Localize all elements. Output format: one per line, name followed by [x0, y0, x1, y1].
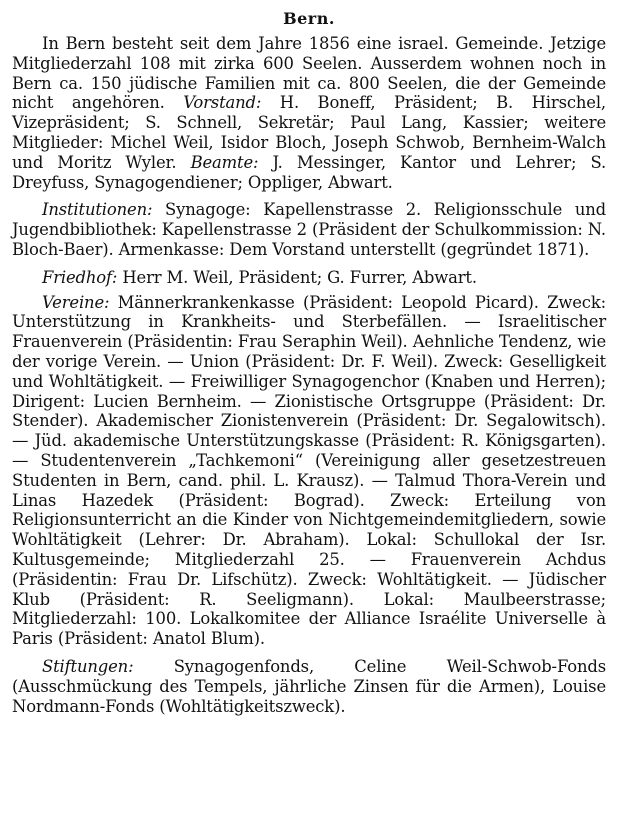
- institutionen-heading: Institutionen:: [42, 200, 153, 220]
- paragraph-vereine: [12, 293, 606, 649]
- vereine-heading: Vereine:: [42, 292, 110, 312]
- vorstand-text: H. Boneff, Präsident; B. Hirschel, Vizepräsident; S. Schnell, Sekretär; Paul Lang, Kassier; weitere Mitglieder: Michel Weil, Isidor Bloch, Joseph Schwob, Bernheim-Walch und Moritz Wyler.: [12, 93, 606, 172]
- paragraph-intro: [12, 34, 606, 192]
- vereine-text: Männerkrankenkasse (Präsident: Leopold Picard). Zweck: Unterstützung in Krankheits- und Sterbefällen. — Israelitischer Frauenverein (Präsidentin: Frau Seraphin Weil). Aehnliche Tendenz, wie der vorige Verein. — Union (Präsident: Dr. F. Weil). Zweck: Geselligkeit und Wohltätigkeit. — Freiwilliger Synagogenchor (Knaben und Herren); Dirigent: Lucien Bernheim. — Zionistische Ortsgruppe (Präsident: Dr. Stender). Akademischer Zionistenverein (Präsident: Dr. Segalowitsch). — Jüd. akademische Unterstützungskasse (Präsident: R. Königsgarten). — Studentenverein „Tachkemoni“ (Vereinigung aller gesetzestreuen Studenten in Bern, cand. phil. L. Krausz). — Talmud Thora-Verein und Linas Hazedek (Präsident: Bograd). Zweck: Erteilung von Religionsunterricht an die Kinder von Nichtgemeindemitgliedern, sowie Wohltätigkeit (Lehrer: Dr. Abraham). Lokal: Schullokal der Isr. Kultusgemeinde; Mitgliederzahl 25. — Frauenverein Achdus (Präsidentin: Frau Dr. Lifschütz). Zweck: Wohltätigkeit. — Jüdischer Klub (Präsident: R. Seeligmann). Lokal: Maulbeerstrasse; Mitgliederzahl: 100. Lokalkomitee der Alliance Israélite Universelle à Paris (Präsident: Anatol Blum).: [12, 292, 606, 649]
- paragraph-friedhof: [12, 268, 606, 288]
- intro-text: In Bern besteht seit dem Jahre 1856 eine israel. Gemeinde. Jetzige Mitgliederzahl 108 mit zirka 600 Seelen. Ausserdem wohnen noch in Bern ca. 150 jüdische Familien mit ca. 800 Seelen, die der Gemeinde nicht angehören.: [12, 34, 606, 113]
- beamte-text: J. Messinger, Kantor und Lehrer; S. Dreyfuss, Synagogendiener; Oppliger, Abwart.: [12, 152, 607, 192]
- beamte-heading: Beamte:: [190, 152, 259, 172]
- friedhof-text: Herr M. Weil, Präsident; G. Furrer, Abwart.: [117, 267, 477, 287]
- document-page: [12, 8, 606, 721]
- institutionen-text: Synagoge: Kapellenstrasse 2. Religionsschule und Jugendbibliothek: Kapellenstrasse 2 (Präsident der Schulkommission: N. Bloch-Baer). Armenkasse: Dem Vorstand unterstellt (gegründet 1871).: [12, 200, 606, 259]
- friedhof-heading: Friedhof:: [42, 267, 118, 287]
- paragraph-institutionen: [12, 200, 606, 259]
- page-title: Bern.: [283, 9, 335, 28]
- vorstand-heading: Vorstand:: [183, 93, 262, 113]
- stiftungen-heading: Stiftungen:: [42, 656, 134, 676]
- stiftungen-text: Synagogenfonds, Celine Weil-Schwob-Fonds (Ausschmückung des Tempels, jährliche Zinsen für die Armen), Louise Nordmann-Fonds (Wohltätigkeitszweck).: [12, 656, 606, 716]
- paragraph-stiftungen: [12, 657, 606, 716]
